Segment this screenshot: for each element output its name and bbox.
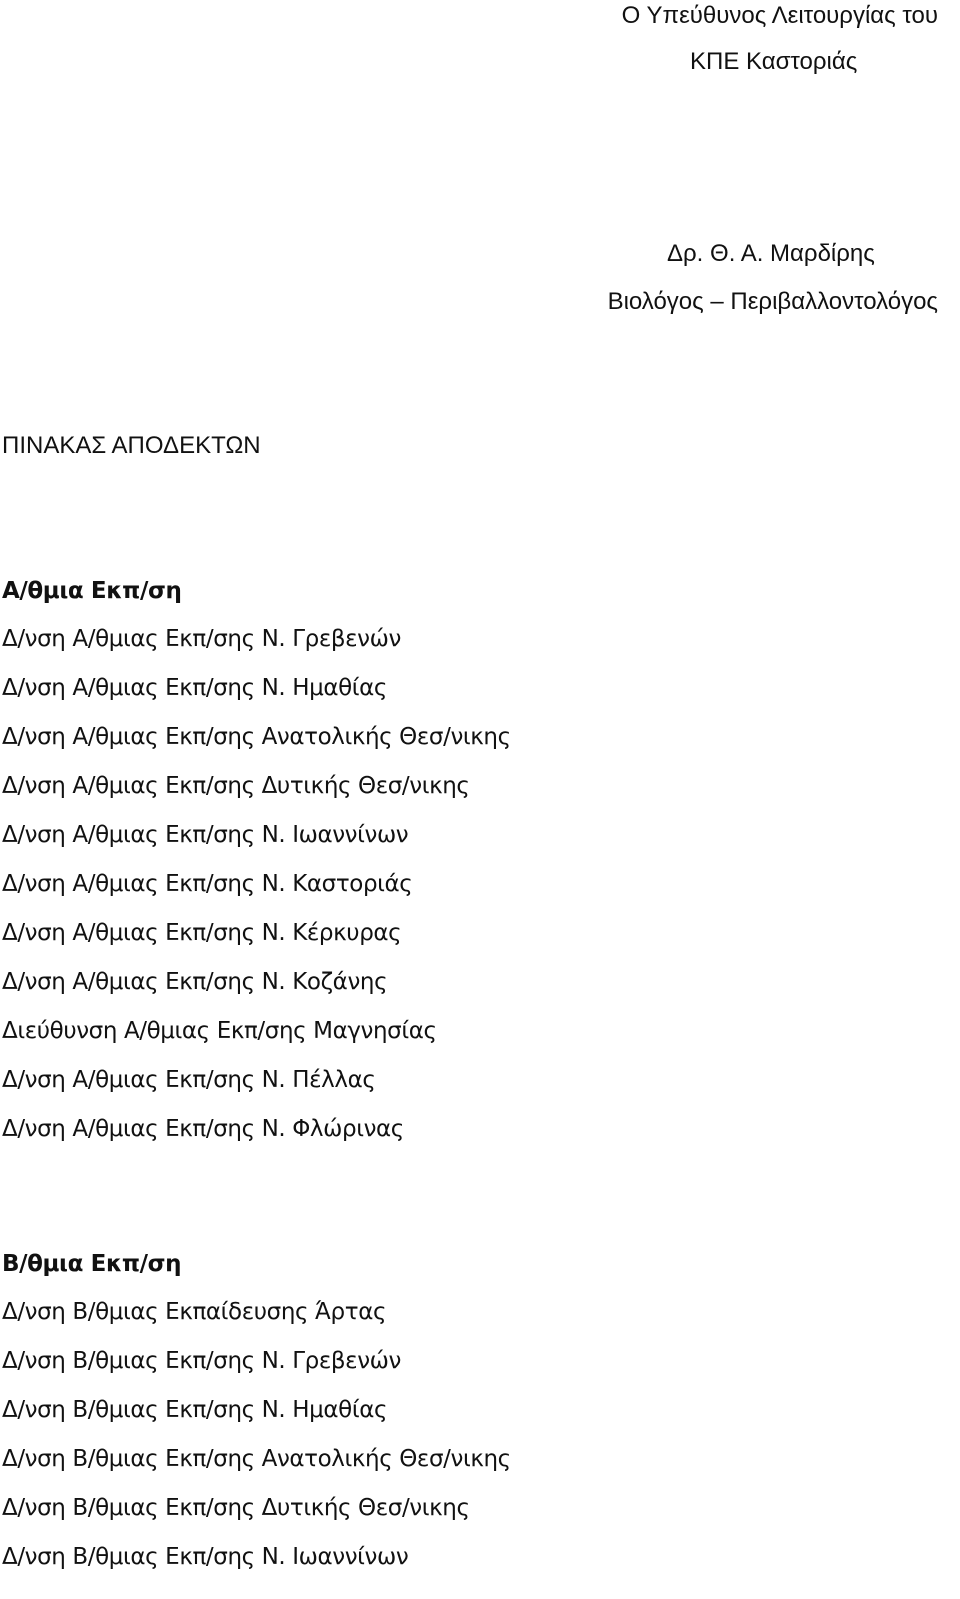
list-item: Δ/νση Α/θμιας Εκπ/σης Ν. Καστοριάς xyxy=(2,871,413,897)
signature-name: Δρ. Θ. Α. Μαρδίρης xyxy=(667,240,875,267)
list-item: Δ/νση Β/θμιας Εκπ/σης Δυτικής Θεσ/νικης xyxy=(2,1495,470,1521)
list-item: Δ/νση Α/θμιας Εκπ/σης Ν. Κέρκυρας xyxy=(2,920,402,946)
list-item: Διεύθυνση Α/θμιας Εκπ/σης Μαγνησίας xyxy=(2,1018,437,1044)
list-item: Δ/νση Α/θμιας Εκπ/σης Ν. Ιωαννίνων xyxy=(2,822,409,848)
list-item: Δ/νση Α/θμιας Εκπ/σης Ανατολικής Θεσ/νικης xyxy=(2,724,511,750)
list-item: Δ/νση Α/θμιας Εκπ/σης Ν. Φλώρινας xyxy=(2,1116,404,1142)
signature-role-line: Ο Υπεύθυνος Λειτουργίας του xyxy=(621,2,938,29)
list-item: Δ/νση Α/θμιας Εκπ/σης Δυτικής Θεσ/νικης xyxy=(2,773,470,799)
secondary-section-heading: Β/θμια Εκπ/ση xyxy=(2,1251,182,1277)
list-item: Δ/νση Β/θμιας Εκπ/σης Ανατολικής Θεσ/νικης xyxy=(2,1446,511,1472)
list-item: Δ/νση Β/θμιας Εκπ/σης Ν. Ημαθίας xyxy=(2,1397,388,1423)
recipients-heading: ΠΙΝΑΚΑΣ ΑΠΟΔΕΚΤΩΝ xyxy=(2,432,261,459)
list-item: Δ/νση Β/θμιας Εκπ/σης Ν. Ιωαννίνων xyxy=(2,1544,409,1570)
primary-recipient-list xyxy=(2,624,511,1163)
list-item: Δ/νση Β/θμιας Εκπ/σης Ν. Γρεβενών xyxy=(2,1348,401,1374)
signature-organization: ΚΠΕ Καστοριάς xyxy=(690,48,858,75)
list-item: Δ/νση Α/θμιας Εκπ/σης Ν. Γρεβενών xyxy=(2,626,401,652)
list-item: Δ/νση Α/θμιας Εκπ/σης Ν. Κοζάνης xyxy=(2,969,388,995)
primary-section-heading: Α/θμια Εκπ/ση xyxy=(2,578,182,604)
list-item: Δ/νση Α/θμιας Εκπ/σης Ν. Πέλλας xyxy=(2,1067,376,1093)
list-item: Δ/νση Β/θμιας Εκπαίδευσης Άρτας xyxy=(2,1299,387,1325)
signature-title: Βιολόγος – Περιβαλλοντολόγος xyxy=(607,288,938,315)
secondary-recipient-list xyxy=(2,1297,511,1591)
list-item: Δ/νση Α/θμιας Εκπ/σης Ν. Ημαθίας xyxy=(2,675,388,701)
